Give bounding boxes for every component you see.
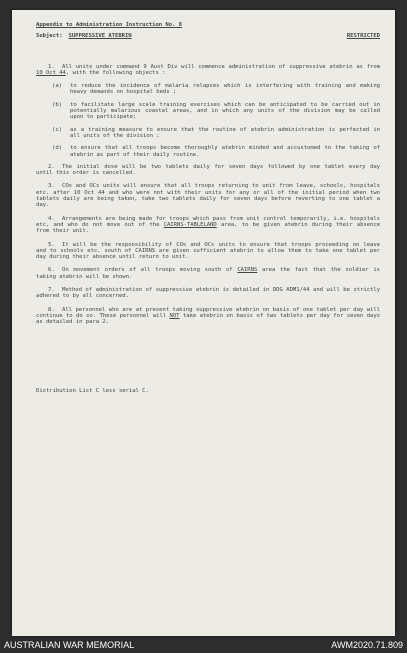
object-item [52,127,380,140]
subject-row [36,33,380,39]
area-name: CAIRNS-TABLELAND [163,221,217,228]
paragraph-number: 1. [48,63,55,70]
distribution-line: Distribution List C less serial C. [36,387,149,394]
paragraph-text: On movement orders of all troops moving south of [62,267,238,274]
paragraph-text: It will be the responsibility of COs and OCs units to ensure that troops proceeding on leave and to schools etc, south of CAIRNS are given sufficient atebrin to allow them to take one tablet per day during their absence until return to unit. [36,241,380,261]
paragraph-4 [36,216,380,235]
paragraph-text: Arrangements are being made for troops which pass from unit control temporarily, i.e. hospitals etc, and who do not move out of the [36,215,380,228]
paragraph-text: take atebrin on basis of two tablets per day for seven days as detailed in para 2. [36,312,380,326]
paragraph-text: , with the following objects : [65,69,166,76]
paragraph-number: 6. [48,267,55,274]
paragraph-number: 3. [48,183,55,190]
paragraph-2 [36,164,380,177]
object-label: (a) [52,83,62,90]
footer-bar [0,636,407,653]
document-title: Appendix to Administration Instruction No. 8 [36,22,182,28]
paragraph-5 [36,242,380,261]
subject-line [36,33,132,39]
paragraph-number: 8. [48,306,55,313]
subject-label: Subject: [36,33,63,40]
paragraph-text: All units under command 9 Aust Div will commence administration of suppressive atebrin as from [62,63,380,70]
paragraph-8 [36,307,380,326]
paragraph-6 [36,267,380,280]
subject-text: SUPPRESSIVE ATEBRIN [68,33,132,40]
paragraph-number: 7. [48,287,55,294]
object-text: to facilitate large scale training exercises which can be anticipated to be carried out in potentially malarious coastal areas, and in which any units of the division may be called upon to participate; [70,101,380,121]
object-text: to ensure that all troops become thoroughly atebrin minded and accustomed to the taking of atebrin as part of their daily routine. [70,145,380,158]
paragraph-text: COs and OCs units will ensure that all troops returning to unit from leave, schools, hospitals etc. after 10 Oct 44 and who were not with their units for any or all of the initial period when two tablets daily are being taken, take two tablets daily for seven days before reverting to one tablet a day. [36,183,380,209]
object-text: as a training measure to ensure that the routine of atebrin administration is perfected in all units of the division ; [70,126,380,139]
paragraph-text: All personnel who are at present taking suppressive atebrin on basis of one tablet per day will continue to do so. These personnel will [36,306,380,319]
object-item [52,102,380,121]
paragraph-number: 4. [48,215,55,222]
paragraph-text: area, to be given atebrin during their absence from their unit. [36,221,380,235]
object-item [52,83,380,96]
paragraph-text: area the fact that the soldier is taking atebrin will be shown. [36,267,380,280]
commencement-date: 10 Oct 44 [36,69,66,76]
paragraph-text: The initial dose will be two tablets daily for seven days followed by one tablet every day until this order is cancelled. [36,163,380,177]
paragraph-7 [36,287,380,300]
document-body [36,22,380,394]
paragraph-3 [36,183,380,208]
footer-accession-number: AWM2020.71.809 [331,639,403,650]
emphasis-not: NOT [169,312,180,319]
footer-credit: AUSTRALIAN WAR MEMORIAL [4,639,135,650]
object-label: (d) [52,145,62,152]
object-item [52,145,380,158]
document-page [12,10,395,636]
place-name: CAIRNS [237,267,258,274]
paragraph-1 [36,64,380,77]
paragraph-number: 5. [48,241,55,248]
classification-marking: RESTRICTED [346,33,380,40]
paragraph-number: 2. [48,163,55,170]
paragraph-text: Method of administration of suppressive atebrin is detailed in DDG ADM1/44 and will be strictly adhered to by all concerned. [36,287,380,300]
object-label: (b) [52,101,62,108]
object-text: to reduce the incidence of malaria relapses which is interfering with training and making heavy demands on hospital beds ; [70,83,380,96]
object-label: (c) [52,126,62,133]
